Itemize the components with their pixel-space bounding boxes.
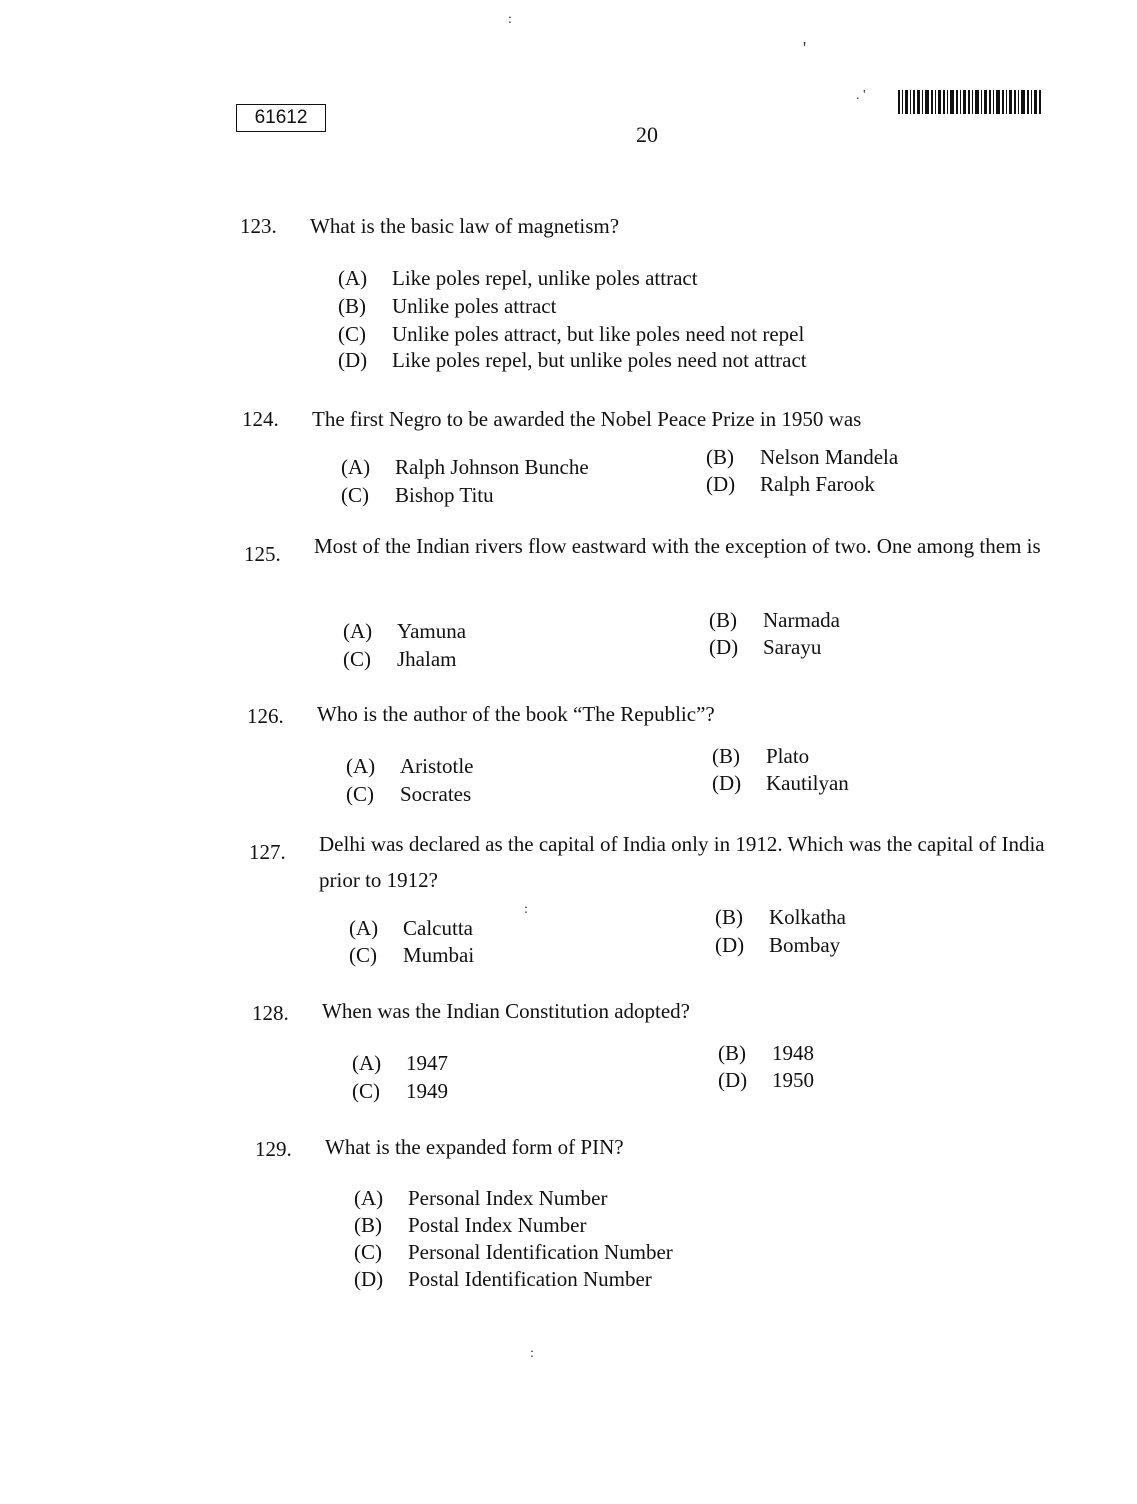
option-d (712, 771, 849, 796)
option-d (354, 1267, 652, 1292)
option-c (352, 1079, 448, 1104)
question-number: 124. (242, 407, 279, 431)
option-key: (B) (712, 744, 740, 768)
option-text: Postal Index Number (408, 1213, 587, 1237)
option-text: Sarayu (763, 635, 822, 659)
option-a (352, 1051, 448, 1076)
option-text: Like poles repel, but unlike poles need not attract (392, 348, 807, 372)
option-key: (C) (349, 943, 377, 967)
option-text: Bombay (769, 933, 841, 957)
option-text: Narmada (763, 608, 840, 632)
option-d (709, 635, 821, 660)
question-text: Who is the author of the book “The Republic”? (317, 702, 715, 726)
option-text: Mumbai (403, 943, 475, 967)
option-b (354, 1213, 586, 1238)
question-number: 125. (244, 542, 281, 566)
option-d (706, 472, 875, 497)
option-a (346, 754, 474, 779)
option-c (349, 943, 474, 968)
option-text: Aristotle (400, 754, 474, 778)
question-number: 126. (247, 704, 284, 728)
option-text: Personal Index Number (408, 1186, 608, 1210)
question-text: What is the basic law of magnetism? (310, 214, 620, 238)
option-key: (D) (338, 348, 368, 372)
option-text: Unlike poles attract (392, 294, 557, 318)
question-text: Delhi was declared as the capital of India only in 1912. Which was the capital of India prior to 1912? (319, 832, 1045, 892)
option-key: (B) (718, 1041, 746, 1065)
option-text: Nelson Mandela (760, 445, 899, 469)
option-key: (B) (338, 294, 366, 318)
option-d (338, 348, 807, 373)
question-text: The first Negro to be awarded the Nobel Peace Prize in 1950 was (312, 407, 862, 431)
question-number: 128. (252, 1001, 289, 1025)
option-a (354, 1186, 607, 1211)
option-text: 1948 (772, 1041, 814, 1065)
option-key: (D) (354, 1267, 384, 1291)
scan-speck: : (530, 1346, 534, 1361)
option-text: Jhalam (397, 647, 457, 671)
option-key: (D) (718, 1068, 748, 1092)
option-key: (C) (338, 322, 366, 346)
option-key: (C) (343, 647, 371, 671)
option-text: Kautilyan (766, 771, 849, 795)
option-text: Like poles repel, unlike poles attract (392, 266, 698, 290)
option-c (338, 322, 804, 347)
option-text: Personal Identification Number (408, 1240, 673, 1264)
option-b (706, 445, 898, 470)
option-text: Plato (766, 744, 810, 768)
option-key: (B) (354, 1213, 382, 1237)
option-key: (A) (346, 754, 376, 778)
question-text: What is the expanded form of PIN? (325, 1135, 624, 1159)
option-b (715, 905, 846, 930)
option-c (343, 647, 456, 672)
option-c (346, 782, 471, 807)
question-text: Most of the Indian rivers flow eastward with the exception of two. One among them is (314, 534, 1041, 558)
barcode-icon (898, 90, 1042, 114)
question-number: 123. (240, 214, 277, 238)
option-text: Kolkatha (769, 905, 846, 929)
option-a (338, 266, 698, 291)
option-key: (B) (715, 905, 743, 929)
option-key: (D) (715, 933, 745, 957)
option-key: (D) (712, 771, 742, 795)
option-key: (D) (709, 635, 739, 659)
option-text: Postal Identification Number (408, 1267, 652, 1291)
option-key: (A) (341, 455, 371, 479)
option-c (341, 483, 494, 508)
option-key: (C) (341, 483, 369, 507)
option-b (712, 744, 809, 769)
option-text: 1947 (406, 1051, 448, 1075)
option-a (349, 916, 473, 941)
option-b (338, 294, 556, 319)
option-text: Bishop Titu (395, 483, 494, 507)
option-key: (A) (338, 266, 368, 290)
option-d (715, 933, 840, 958)
scan-speck: : (524, 902, 528, 917)
option-key: (A) (349, 916, 379, 940)
option-key: (A) (352, 1051, 382, 1075)
option-text: 1950 (772, 1068, 814, 1092)
paper-code: 61612 (236, 104, 326, 132)
question-number: 127. (249, 840, 286, 864)
option-text: Socrates (400, 782, 472, 806)
option-key: (D) (706, 472, 736, 496)
scan-speck: . ' (856, 88, 866, 103)
option-text: Ralph Johnson Bunche (395, 455, 589, 479)
option-text: Calcutta (403, 916, 473, 940)
question-number: 129. (255, 1137, 292, 1161)
option-text: Unlike poles attract, but like poles need not repel (392, 322, 805, 346)
page-number: 20 (636, 122, 658, 147)
option-key: (A) (354, 1186, 384, 1210)
option-a (341, 455, 589, 480)
option-key: (C) (354, 1240, 382, 1264)
option-a (343, 619, 466, 644)
option-c (354, 1240, 673, 1265)
option-b (709, 608, 840, 633)
scan-speck: ' (803, 38, 807, 58)
scan-speck: : (508, 12, 512, 27)
option-text: 1949 (406, 1079, 448, 1103)
option-d (718, 1068, 814, 1093)
option-key: (C) (352, 1079, 380, 1103)
option-b (718, 1041, 814, 1066)
option-key: (A) (343, 619, 373, 643)
question-text: When was the Indian Constitution adopted? (322, 999, 691, 1023)
option-text: Ralph Farook (760, 472, 875, 496)
option-key: (C) (346, 782, 374, 806)
option-key: (B) (709, 608, 737, 632)
option-key: (B) (706, 445, 734, 469)
option-text: Yamuna (397, 619, 467, 643)
